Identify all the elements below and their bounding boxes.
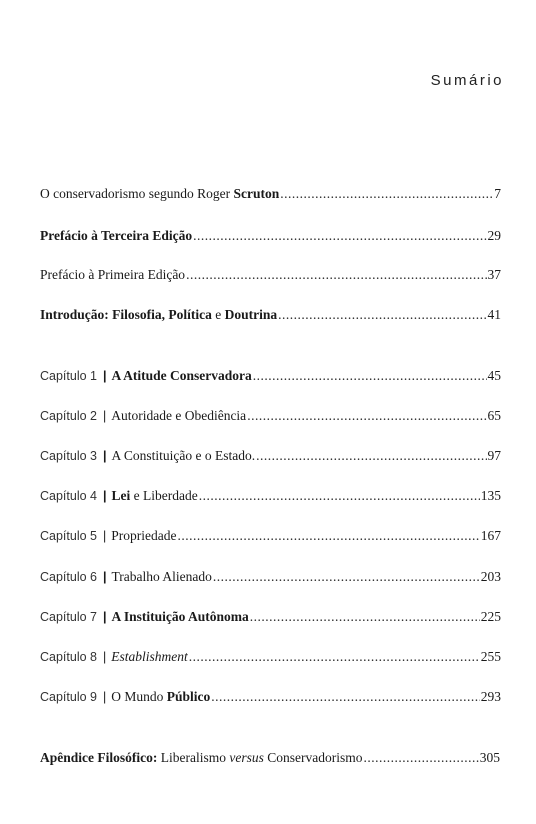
chapter-number: Capítulo 5: [40, 529, 97, 543]
toc-entry-label: Apêndice Filosófico: Liberalismo versus Conservadorismo: [40, 750, 363, 765]
chapter-title: O Mundo Público: [111, 689, 211, 704]
toc-page-number: 7: [494, 186, 501, 201]
dot-leader: [256, 448, 486, 464]
toc-page-number: 293: [480, 689, 501, 704]
toc-entry-chapter-1[interactable]: [40, 368, 501, 384]
toc-entry-chapter-8[interactable]: [40, 649, 501, 665]
toc-entry-foreword[interactable]: [40, 186, 501, 202]
chapter-title: Establishment: [111, 649, 188, 664]
toc-entry-label: Capítulo 6 | Trabalho Alienado: [40, 569, 212, 584]
toc-page-number: 225: [480, 609, 501, 624]
toc-entry-label: Capítulo 7 | A Instituição Autônoma: [40, 609, 249, 624]
dot-leader: [213, 569, 480, 585]
toc-entry-label: Capítulo 2 | Autoridade e Obediência: [40, 408, 247, 423]
dot-leader: [363, 750, 478, 766]
toc-entry-appendix[interactable]: [40, 750, 500, 766]
chapter-title: Lei e Liberdade: [111, 488, 198, 503]
dot-leader: [250, 609, 480, 625]
dot-leader: [189, 649, 480, 665]
toc-entry-label: Prefácio à Terceira Edição: [40, 228, 193, 243]
chapter-number: Capítulo 8: [40, 650, 97, 664]
chapter-number: Capítulo 3: [40, 449, 97, 463]
chapter-title: A Constituição e o Estado.: [111, 448, 256, 463]
toc-entry-label: Capítulo 9 | O Mundo Público: [40, 689, 211, 704]
toc-entry-label: Capítulo 3 | A Constituição e o Estado.: [40, 448, 256, 463]
toc-entry-label: Capítulo 1 | A Atitude Conservadora: [40, 368, 252, 383]
dot-leader: [211, 689, 479, 705]
chapter-number: Capítulo 4: [40, 489, 97, 503]
dot-leader: [253, 368, 487, 384]
toc-entry-chapter-7[interactable]: [40, 609, 501, 625]
chapter-number: Capítulo 1: [40, 369, 97, 383]
toc-entry-label: Prefácio à Primeira Edição: [40, 267, 186, 282]
toc-page-number: 167: [480, 528, 501, 543]
toc-page-number: 45: [487, 368, 501, 383]
toc-entry-chapter-9[interactable]: [40, 689, 501, 705]
toc-entry-chapter-3[interactable]: [40, 448, 501, 464]
chapter-title: Propriedade: [111, 528, 177, 543]
toc-page-number: 37: [487, 267, 501, 282]
toc-entry-chapter-2[interactable]: [40, 408, 501, 424]
toc-page-number: 29: [487, 228, 501, 243]
toc-entry-preface-first-edition[interactable]: [40, 267, 501, 283]
dot-leader: [193, 228, 486, 244]
toc-page-number: 255: [480, 649, 501, 664]
chapter-title: Autoridade e Obediência: [111, 408, 247, 423]
chapter-number: Capítulo 9: [40, 690, 97, 704]
toc-page-number: 203: [480, 569, 501, 584]
toc-page-number: 65: [487, 408, 501, 423]
chapter-title: A Atitude Conservadora: [111, 368, 252, 383]
dot-leader: [247, 408, 486, 424]
chapter-title: A Instituição Autônoma: [111, 609, 249, 624]
toc-entry-preface-third-edition[interactable]: [40, 228, 501, 244]
toc-entry-label: Capítulo 4 | Lei e Liberdade: [40, 488, 198, 503]
chapter-number: Capítulo 7: [40, 610, 97, 624]
dot-leader: [177, 528, 479, 544]
dot-leader: [199, 488, 480, 504]
chapter-number: Capítulo 6: [40, 570, 97, 584]
toc-entry-label: Capítulo 8 | Establishment: [40, 649, 188, 664]
toc-entry-introduction[interactable]: [40, 307, 501, 323]
page-title: Sumário: [430, 72, 504, 89]
toc-page-number: 41: [487, 307, 501, 322]
toc-page-number: 305: [479, 750, 500, 765]
chapter-number: Capítulo 2: [40, 409, 97, 423]
toc-page-number: 97: [487, 448, 501, 463]
toc-page-number: 135: [480, 488, 501, 503]
toc-entry-chapter-6[interactable]: [40, 569, 501, 585]
toc-entry-label: Capítulo 5 | Propriedade: [40, 528, 177, 543]
toc-entry-chapter-4[interactable]: [40, 488, 501, 504]
dot-leader: [186, 267, 486, 283]
toc-entry-label: Introdução: Filosofia, Política e Doutrina: [40, 307, 278, 322]
dot-leader: [280, 186, 493, 202]
toc-entry-chapter-5[interactable]: [40, 528, 501, 544]
toc-entry-label: O conservadorismo segundo Roger Scruton: [40, 186, 280, 201]
chapter-title: Trabalho Alienado: [111, 569, 212, 584]
dot-leader: [278, 307, 486, 323]
